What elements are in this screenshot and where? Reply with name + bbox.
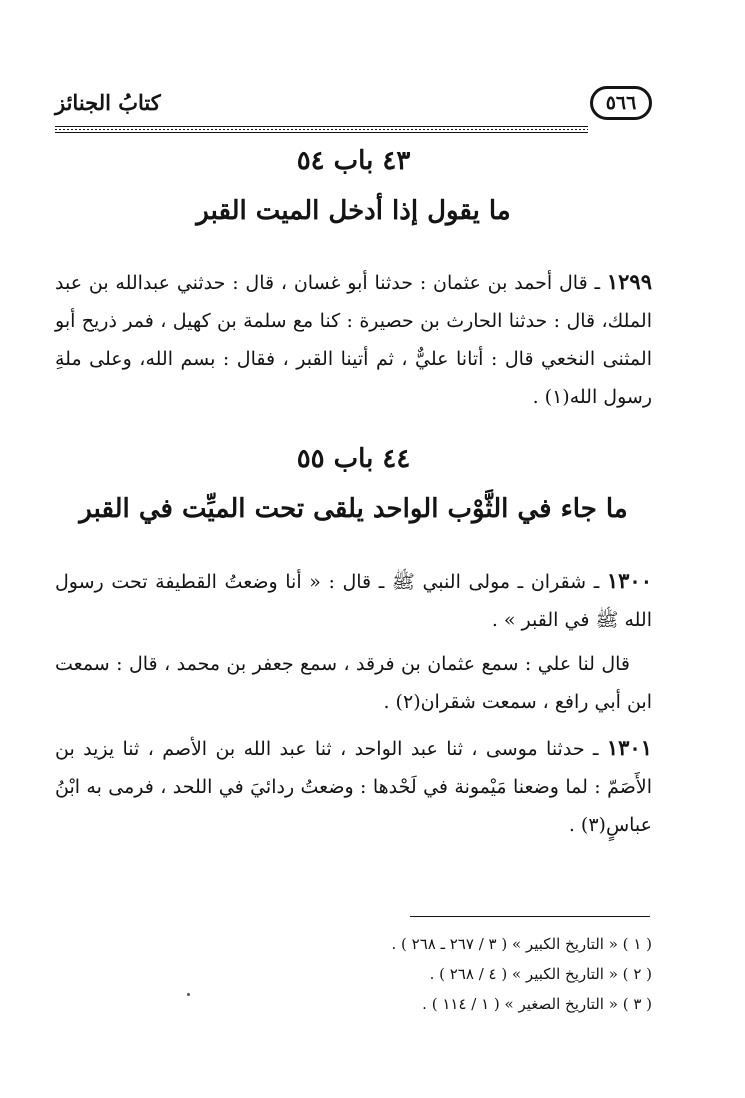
footnote-rule [410,916,650,917]
narration-paragraph [55,645,652,721]
page-header [55,84,652,134]
footnote: ( ٢ ) « التاريخ الكبير » ( ٤ / ٢٦٨ ) . [429,965,652,983]
hadith-paragraph [55,562,652,639]
footnote: ( ٣ ) « التاريخ الصغير » ( ١ / ١١٤ ) . [422,995,652,1013]
hadith-paragraph [55,729,652,844]
hadith-number: ١٣٠٠ [606,568,652,593]
hadith-number: ١٢٩٩ [606,269,652,294]
narration-text: قال لنا علي : سمع عثمان بن فرقد ، سمع جعفر بن محمد ، قال : سمعت ابن أبي رافع ، سمعت شقران(٢) . [55,653,652,713]
footnote: ( ١ ) « التاريخ الكبير » ( ٣ / ٢٦٧ ـ ٢٦٨ ) . [391,935,652,953]
page-number: ٥٦٦ [590,86,652,120]
chapter-number: ٤٤ باب ٥٥ [296,444,411,474]
hadith-paragraph [55,263,652,416]
hadith-text: ـ قال أحمد بن عثمان : حدثنا أبو غسان ، قال : حدثني عبدالله بن عبد الملك، قال : حدثنا الحارث بن حصيرة : كنا مع سلمة بن كهيل ، فمر ذريح أبو المثنى النخعي قال : أتانا عليٌّ ، ثم أتينا القبر ، فقال : بسم الله، وعلى ملةِ رسول الله(١) . [55,272,652,408]
hadith-number: ١٣٠١ [606,735,652,760]
header-rule [55,126,588,133]
chapter-title: ما يقول إذا أدخل الميت القبر [196,196,511,226]
chapter-number: ٤٣ باب ٥٤ [296,146,411,176]
hadith-text: ـ شقران ـ مولى النبي ﷺ ـ قال : « أنا وضعتُ القطيفة تحت رسول الله ﷺ في القبر » . [55,571,652,631]
paper-speck [187,993,190,996]
running-title: كتابُ الجنائز [55,90,161,115]
chapter-title: ما جاء في الثَّوْب الواحد يلقى تحت الميِّت في القبر [79,494,628,524]
hadith-text: ـ حدثنا موسى ، ثنا عبد الواحد ، ثنا عبد الله بن الأصم ، ثنا يزيد بن الأَصَمّ : لما وضعنا مَيْمونة في لَحْدها : وضعتُ ردائيَ في اللحد ، فرمى به ابْنُ عباسٍ(٣) . [55,738,652,836]
